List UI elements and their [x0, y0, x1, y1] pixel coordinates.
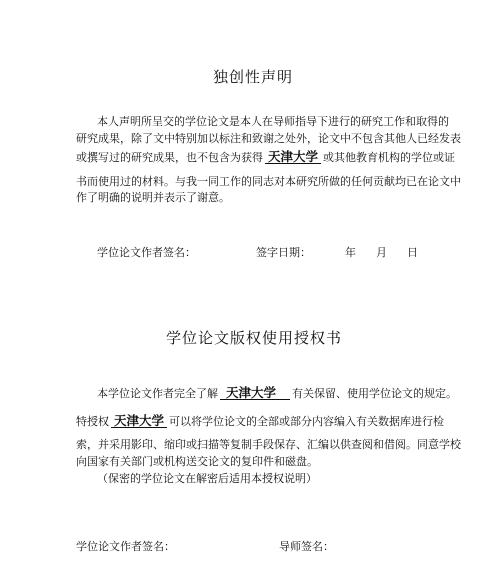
authorization-title: 学位论文版权使用授权书: [166, 329, 343, 347]
university-name: 天津大学: [265, 150, 321, 164]
authorization-line-4: 向国家有关部门或机构送交论文的复印件和磁盘。: [76, 455, 318, 468]
declaration-line-3-start: 或撰写过的研究成果，也不包含为获得: [76, 151, 263, 164]
authorization-line-2-end: 可以将学位论文的全部或部分内容编入有关数据库进行检: [169, 415, 445, 428]
date-day-label: 日: [407, 246, 418, 259]
declaration-line-3: [76, 150, 455, 164]
declaration-line-3-end: 或其他教育机构的学位或证: [323, 151, 456, 164]
declaration-line-2: 研究成果，除了文中特别加以标注和致谢之处外，论文中不包含其他人已经发表: [76, 132, 461, 145]
university-name-1: 天津大学: [220, 386, 290, 400]
date-month-label: 月: [376, 246, 387, 259]
authorization-line-2: [76, 414, 444, 428]
authorization-line-2-start: 特授权: [76, 415, 109, 428]
advisor-signature-label: 导师签名：: [279, 540, 334, 553]
authorization-line-1-start: 本学位论文作者完全了解: [97, 387, 218, 400]
declaration-line-1: 本人声明所呈交的学位论文是本人在导师指导下进行的研究工作和取得的: [97, 115, 449, 128]
authorization-line-1: [97, 386, 457, 400]
university-name-2: 天津大学: [111, 414, 167, 428]
authorization-author-signature-label: 学位论文作者签名：: [76, 540, 175, 553]
authorization-note: （保密的学位论文在解密后适用本授权说明）: [97, 472, 317, 485]
declaration-line-4: 书而使用过的材料。与我一同工作的同志对本研究所做的任何贡献均已在论文中: [76, 175, 461, 188]
authorization-line-3: 索，并采用影印、缩印或扫描等复制手段保存、汇编以供查阅和借阅。同意学校: [76, 438, 461, 451]
sign-date-label: 签字日期：: [256, 246, 311, 259]
date-year-label: 年: [345, 246, 356, 259]
declaration-title: 独创性声明: [213, 68, 294, 86]
authorization-line-1-end: 有关保留、使用学位论文的规定。: [292, 387, 458, 400]
declaration-line-5: 作了明确的说明并表示了谢意。: [76, 191, 230, 204]
author-signature-label: 学位论文作者签名：: [97, 246, 196, 259]
